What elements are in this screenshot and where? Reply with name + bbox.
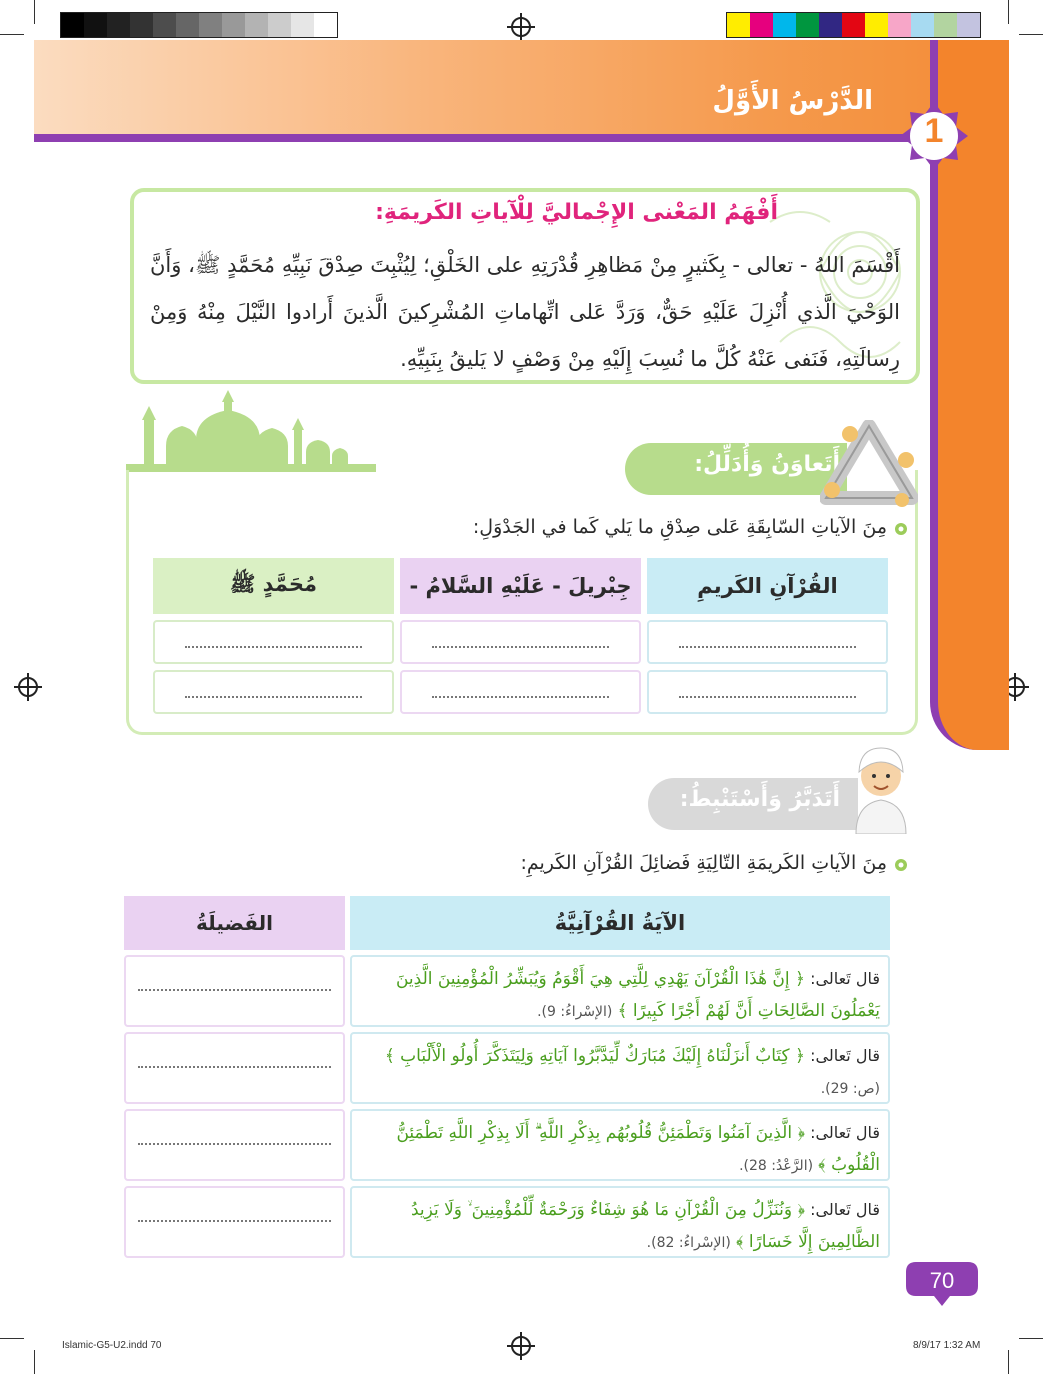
crop-mark: [1008, 1350, 1009, 1374]
gray-swatch: [107, 13, 130, 37]
color-swatch: [888, 13, 911, 37]
verse-reference: (ص: 29).: [820, 1081, 880, 1097]
gray-swatch: [291, 13, 314, 37]
color-swatch: [865, 13, 888, 37]
virtue-answer-cell[interactable]: [124, 955, 345, 1027]
gray-swatch: [84, 13, 107, 37]
meaning-body: أَقْسَمَ اللهُ - تعالى - بِكَثيرٍ مِنْ مَظاهِرِ قُدْرَتِهِ على الخَلْقِ؛ لِيُثْبِتَ صِدْقَ نَبِيِّهِ مُحَمَّدٍ ﷺ، وَأَنَّ الوَحْيَ الَّذي أُنْزِلَ عَلَيْهِ حَقٌّ، وَرَدَّ عَلى اتِّهاماتِ المُشْرِكينَ الَّذينَ أَرادوا النَّيْلَ مِنْهُ وَمِنْ رِسالَتِهِ، فَنَفى عَنْهُ كُلَّ ما نُسِبَ إِلَيْهِ مِنْ وَصْفٍ لا يَليقُ بِنَبِيِّهِ.: [150, 253, 900, 371]
bullet-icon: [894, 522, 908, 536]
color-swatch: [957, 13, 980, 37]
table-row: [124, 1109, 890, 1181]
gray-swatch: [153, 13, 176, 37]
verse-text: ﴿ الَّذِينَ آمَنُوا وَتَطْمَئِنُّ قُلُوبُهُم بِذِكْرِ اللَّهِ ۗ أَلَا بِذِكْرِ اللَّهِ تَطْمَئِنُّ الْقُلُوبُ ﴾: [396, 1123, 880, 1175]
crop-mark: [1019, 34, 1043, 35]
verse-text: ﴿ كِتَابٌ أَنزَلْنَاهُ إِلَيْكَ مُبَارَكٌ لِّيَدَّبَّرُوا آيَاتِهِ وَلِيَتَذَكَّرَ أُولُو الْأَلْبَابِ ﴾: [384, 1046, 806, 1066]
gray-swatch: [61, 13, 84, 37]
grayscale-calibration-bar: [60, 12, 338, 38]
reflect-title: أَتَدَبَّرُ وَأَسْتَنْبِطُ:: [679, 787, 840, 812]
registration-mark-bottom: [511, 1336, 531, 1356]
crop-mark: [0, 1338, 24, 1339]
crop-mark: [34, 0, 35, 24]
column-jibril: جِبْريلَ - عَلَيْهِ السَّلامُ -: [400, 558, 641, 614]
registration-mark-top: [511, 17, 531, 37]
reflect-instruction: مِنَ الآياتِ الكَريمَةِ التّالِيَةِ فَضائِلَ القُرْآنِ الكَريمِ:: [520, 852, 887, 874]
evidence-table: [152, 558, 888, 720]
verse-text: ﴿ وَنُنَزِّلُ مِنَ الْقُرْآنِ مَا هُوَ شِفَاءٌ وَرَحْمَةٌ لِّلْمُؤْمِنِينَ ۙ وَلَا يَزِيدُ الظَّالِمِينَ إِلَّا خَسَارًا ﴾: [410, 1200, 880, 1252]
verse-text: ﴿ إِنَّ هَٰذَا الْقُرْآنَ يَهْدِي لِلَّتِي هِيَ أَقْوَمُ وَيُبَشِّرُ الْمُؤْمِنِينَ الَّذِينَ يَعْمَلُونَ الصَّالِحَاتِ أَنَّ لَهُمْ أَجْرًا كَبِيرًا ﴾: [395, 969, 880, 1021]
crop-mark: [34, 1350, 35, 1374]
answer-cell[interactable]: [400, 620, 641, 664]
virtues-table: [124, 896, 890, 1263]
footer-timestamp: 8/9/17 1:32 AM: [913, 1340, 981, 1351]
column-virtue: الفَضيلَةُ: [124, 896, 345, 950]
page-number: 70: [929, 1268, 955, 1293]
answer-cell[interactable]: [647, 670, 888, 714]
lesson-number: 1: [924, 112, 944, 150]
gray-swatch: [176, 13, 199, 37]
color-swatch: [727, 13, 750, 37]
color-swatch: [842, 13, 865, 37]
gray-swatch: [245, 13, 268, 37]
verse-reference: (الرَّعْدُ: 28).: [739, 1158, 814, 1174]
verse-lead: قال تَعالى:: [810, 1123, 880, 1142]
table-row: [152, 670, 888, 714]
color-swatch: [773, 13, 796, 37]
column-quran: القُرْآنِ الكَريمِ: [647, 558, 888, 614]
table-row: [124, 1186, 890, 1258]
answer-cell[interactable]: [153, 670, 394, 714]
bullet-icon: [894, 858, 908, 872]
cooperate-instruction: مِنَ الآياتِ السّابِقَةِ عَلى صِدْقِ ما يَلي كَما في الجَدْوَلِ:: [472, 516, 887, 538]
color-swatch: [819, 13, 842, 37]
crop-mark: [1019, 1338, 1043, 1339]
column-verse: الآيَةُ القُرْآنِيَّةُ: [350, 896, 890, 950]
color-swatch: [934, 13, 957, 37]
answer-cell[interactable]: [400, 670, 641, 714]
verse-lead: قال تَعالى:: [810, 969, 880, 988]
verse-lead: قال تَعالى:: [810, 1200, 880, 1219]
verse-reference: (الإسْراءُ: 9).: [537, 1004, 613, 1020]
evidence-table-header: [152, 558, 888, 614]
column-muhammad: مُحَمَّدٍ ﷺ: [153, 558, 394, 614]
crop-mark: [0, 34, 24, 35]
cooperate-title: أَتَعاوَنُ وَأُدَلِّلُ:: [694, 452, 840, 477]
verse-cell: [350, 1032, 890, 1104]
color-calibration-bar: [726, 12, 981, 38]
meaning-title: أَفْهَمُ المَعْنى الإِجْماليَّ لِلْآياتِ الكَريمَةِ:: [375, 200, 778, 225]
table-row: [124, 955, 890, 1027]
virtue-answer-cell[interactable]: [124, 1032, 345, 1104]
gray-swatch: [314, 13, 337, 37]
gray-swatch: [199, 13, 222, 37]
answer-cell[interactable]: [647, 620, 888, 664]
color-swatch: [750, 13, 773, 37]
answer-cell[interactable]: [153, 620, 394, 664]
table-row: [124, 1032, 890, 1104]
mosque-silhouette-icon: [126, 390, 376, 472]
color-swatch: [796, 13, 819, 37]
gray-swatch: [268, 13, 291, 37]
gray-swatch: [130, 13, 153, 37]
registration-mark-left: [18, 677, 38, 697]
verse-reference: (الإسْراءُ: 82).: [646, 1235, 731, 1251]
table-row: [152, 620, 888, 664]
boy-character-icon: [848, 742, 914, 834]
gray-swatch: [222, 13, 245, 37]
lesson-title: الدَّرْسُ الأَوَّلُ: [712, 86, 873, 116]
verse-cell: [350, 1186, 890, 1258]
verse-lead: قال تَعالى:: [810, 1046, 880, 1065]
header-rule: [34, 134, 949, 142]
virtues-table-header: [124, 896, 890, 950]
teamwork-triangle-icon: [820, 420, 918, 508]
crop-mark: [1008, 0, 1009, 24]
color-swatch: [911, 13, 934, 37]
verse-cell: [350, 955, 890, 1027]
virtue-answer-cell[interactable]: [124, 1109, 345, 1181]
virtue-answer-cell[interactable]: [124, 1186, 345, 1258]
footer-file-name: Islamic-G5-U2.indd 70: [62, 1340, 162, 1351]
verse-cell: [350, 1109, 890, 1181]
